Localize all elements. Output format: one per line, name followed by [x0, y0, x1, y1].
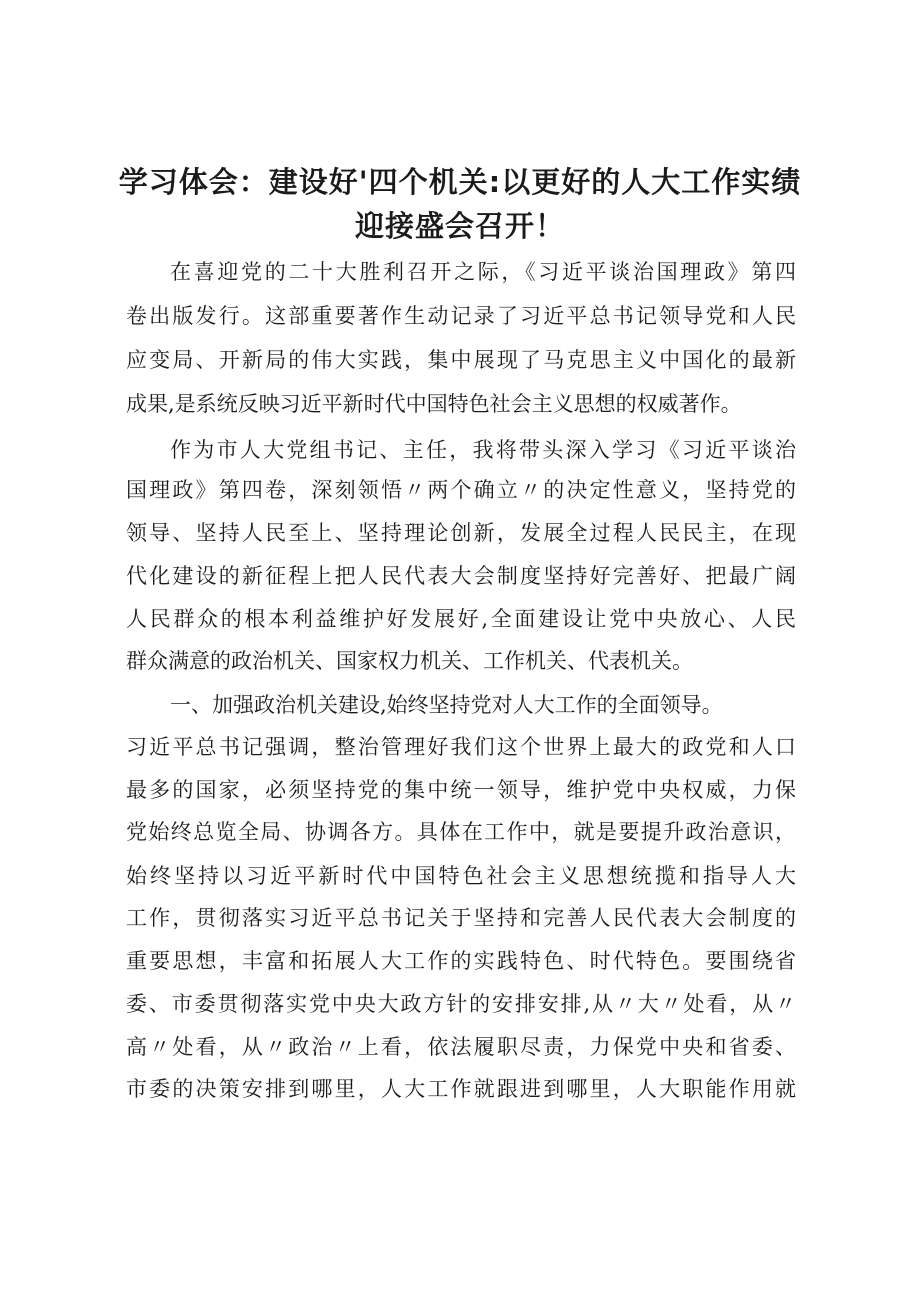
paragraph-3-line-1: 习近平总书记强调，整治管理好我们这个世界上最大的政党和人口: [126, 735, 796, 759]
paragraph-3-line-6: 重要思想，丰富和拓展人大工作的实践特色、时代特色。要围绕省: [126, 949, 796, 973]
document-title-line-2: 迎接盛会召开！: [354, 209, 565, 243]
paragraph-3-line-4: 始终坚持以习近平新时代中国特色社会主义思想统揽和指导人大: [126, 864, 796, 888]
paragraph-3-line-5: 工作，贯彻落实习近平总书记关于坚持和完善人民代表大会制度的: [126, 906, 796, 930]
paragraph-3-line-7: 委、市委贯彻落实党中央大政方针的安排安排,从〃大〃处看，从〃: [126, 992, 796, 1016]
paragraph-1-line-4: 成果,是系统反映习近平新时代中国特色社会主义思想的权威著作。: [126, 392, 742, 416]
paragraph-3-line-8: 高〃处看，从〃政治〃上看，依法履职尽责，力保党中央和省委、: [126, 1035, 796, 1059]
paragraph-1-line-2: 卷出版发行。这部重要著作生动记录了习近平总书记领导党和人民: [126, 304, 796, 328]
section-1-heading: 一、加强政治机关建设,始终坚持党对人大工作的全面领导。: [170, 693, 723, 717]
paragraph-3-line-3: 党始终总览全局、协调各方。具体在工作中，就是要提升政治意识，: [126, 820, 796, 844]
document-title-line-1: 学习体会：建设好'四个机关:以更好的人大工作实绩: [118, 165, 802, 199]
paragraph-2-line-4: 代化建设的新征程上把人民代表大会制度坚持好完善好、把最广阔: [126, 564, 796, 588]
paragraph-3-line-9: 市委的决策安排到哪里，人大工作就跟进到哪里，人大职能作用就: [126, 1077, 796, 1101]
paragraph-3-line-2: 最多的国家，必须坚持党的集中统一领导，维护党中央权威，力保: [126, 778, 796, 802]
paragraph-2-line-6: 群众满意的政治机关、国家权力机关、工作机关、代表机关。: [126, 649, 693, 673]
paragraph-2-line-3: 领导、坚持人民至上、坚持理论创新，发展全过程人民民主，在现: [126, 521, 796, 545]
paragraph-2-line-2: 国理政》第四卷，深刻领悟〃两个确立〃的决定性意义，坚持党的: [126, 478, 796, 502]
paragraph-1-line-3: 应变局、开新局的伟大实践，集中展现了马克思主义中国化的最新: [126, 348, 796, 372]
paragraph-2-line-5: 人民群众的根本利益维护好发展好,全面建设让党中央放心、人民: [126, 607, 796, 631]
paragraph-2-line-1: 作为市人大党组书记、主任，我将带头深入学习《习近平谈治: [170, 438, 796, 462]
paragraph-1-line-1: 在喜迎党的二十大胜利召开之际，《习近平谈治国理政》第四: [170, 260, 796, 284]
